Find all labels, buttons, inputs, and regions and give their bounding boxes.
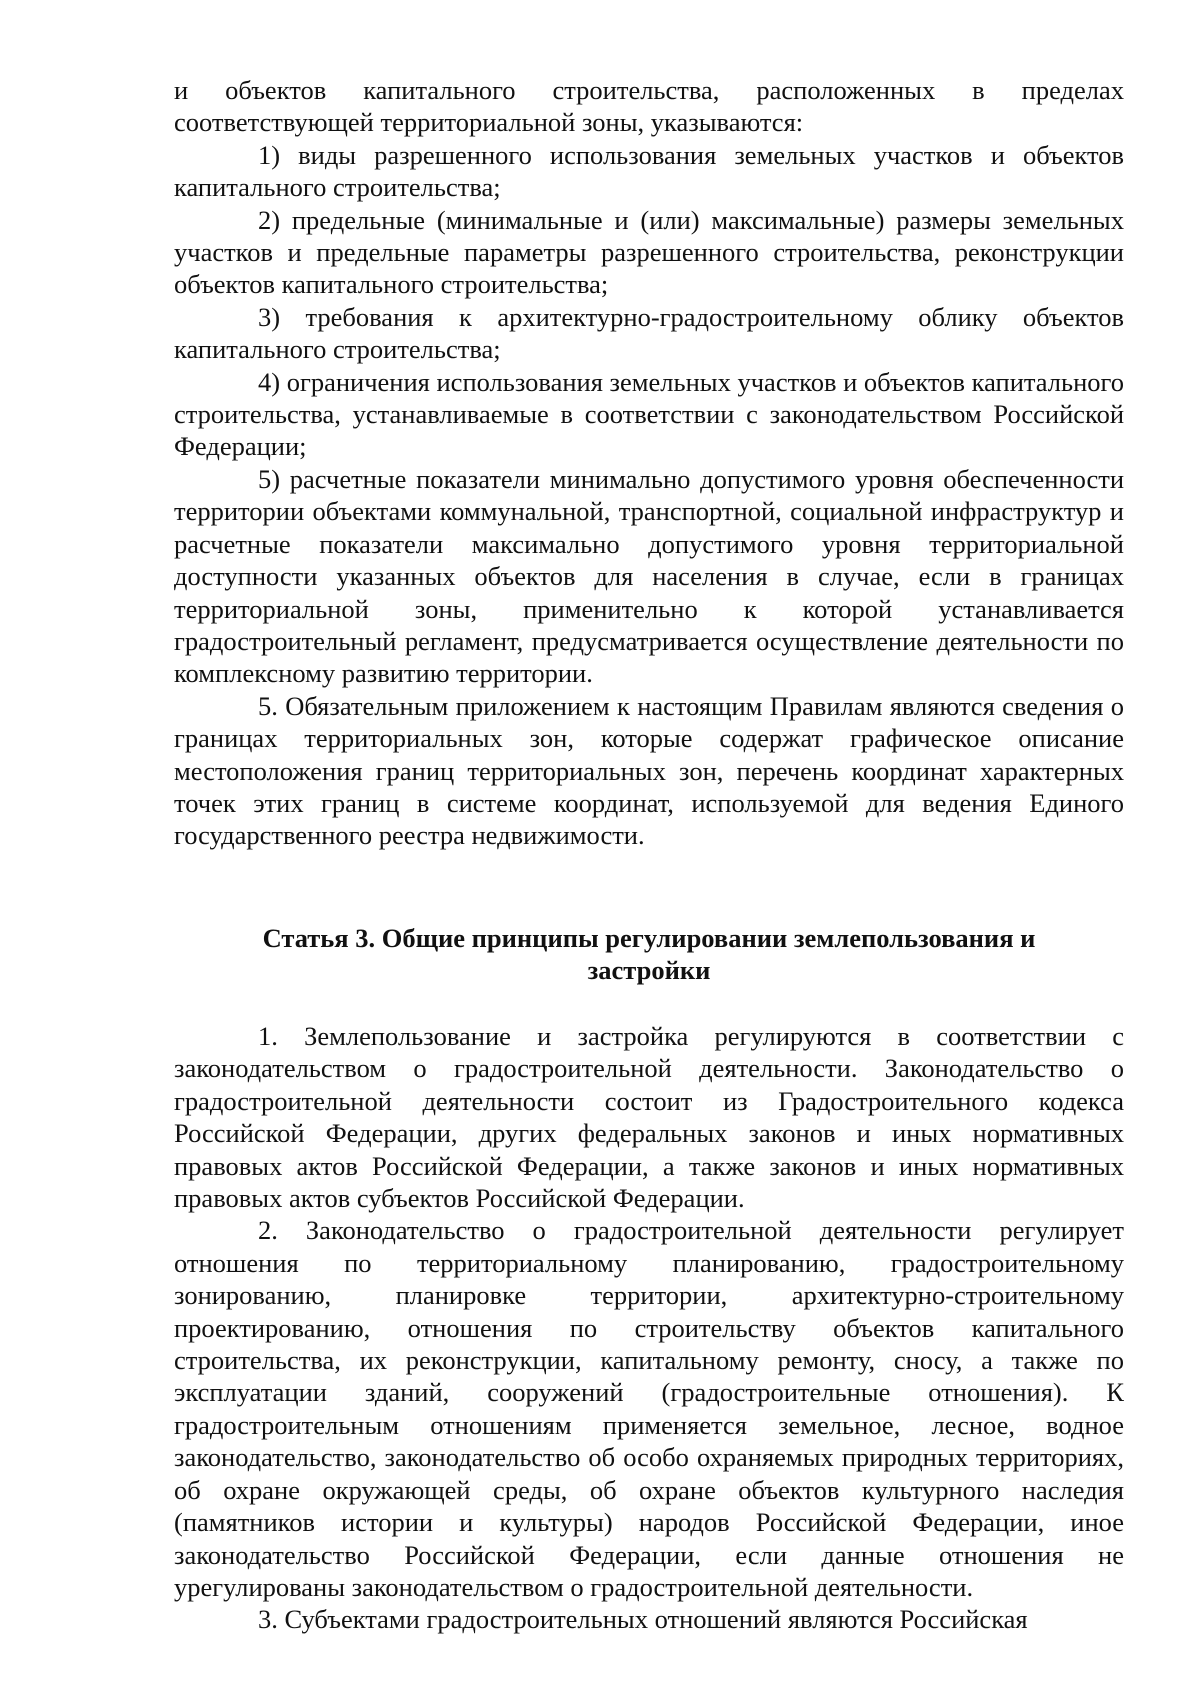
bottom-text-block: [174, 1020, 1124, 1636]
article-paragraph-1: 1. Землепользование и застройка регулируются в соответствии с законодательством о градостроительной деятельности. Законодательство о градостроительной деятельности состоит из Градостроительного кодекса Российской Федерации, других федеральных законов и иных нормативных правовых актов Российской Федерации, а также законов и иных нормативных правовых актов субъектов Российской Федерации.: [174, 1021, 1124, 1214]
article-heading-line-1: Статья 3. Общие принципы регулировании землепользования и: [262, 923, 1036, 953]
list-item-1: 1) виды разрешенного использования земельных участков и объектов капитального строительства;: [174, 139, 1124, 203]
list-item-5: 5) расчетные показатели минимально допустимого уровня обеспеченности территории объектами коммунальной, транспортной, социальной инфраструктур и расчетные показатели максимально допустимого уровня территориальной доступности указанных объектов для населения в случае, если в границах территориальной зоны, применительно к которой устанавливается градостроительный регламент, предусматривается осуществление деятельности по комплексному развитию территории.: [174, 463, 1124, 689]
list-item-4: 4) ограничения использования земельных участков и объектов капитального строительства, устанавливаемые в соответствии с законодательством Российской Федерации;: [174, 366, 1124, 462]
top-text-block: [174, 74, 1124, 852]
list-item-2: 2) предельные (минимальные и (или) максимальные) размеры земельных участков и предельные параметры разрешенного строительства, реконструкции объектов капитального строительства;: [174, 204, 1124, 300]
article-heading: [174, 922, 1124, 987]
paragraph-continuation: и объектов капитального строительства, расположенных в пределах соответствующей территориальной зоны, указываются:: [174, 75, 1124, 138]
article-heading-line-2: застройки: [587, 955, 711, 986]
list-item-3: 3) требования к архитектурно-градостроительному облику объектов капитального строительства;: [174, 301, 1124, 365]
article-paragraph-3: 3. Субъектами градостроительных отношений являются Российская: [258, 1604, 1028, 1635]
paragraph-5: 5. Обязательным приложением к настоящим Правилам являются сведения о границах территориальных зон, которые содержат графическое описание местоположения границ территориальных зон, перечень координат характерных точек этих границ в системе координат, используемой для ведения Единого государственного реестра недвижимости.: [174, 690, 1124, 851]
article-paragraph-2: 2. Законодательство о градостроительной деятельности регулирует отношения по территориальному планированию, градостроительному зонированию, планировке территории, архитектурно-строительному проектированию, отношения по строительству объектов капитального строительства, их реконструкции, капитальному ремонту, сносу, а также по эксплуатации зданий, сооружений (градостроительные отношения). К градостроительным отношениям применяется земельное, лесное, водное законодательство, законодательство об особо охраняемых природных территориях, об охране окружающей среды, об охране объектов культурного наследия (памятников истории и культуры) народов Российской Федерации, иное законодательство Российской Федерации, если данные отношения не урегулированы законодательством о градостроительной деятельности.: [174, 1215, 1124, 1602]
